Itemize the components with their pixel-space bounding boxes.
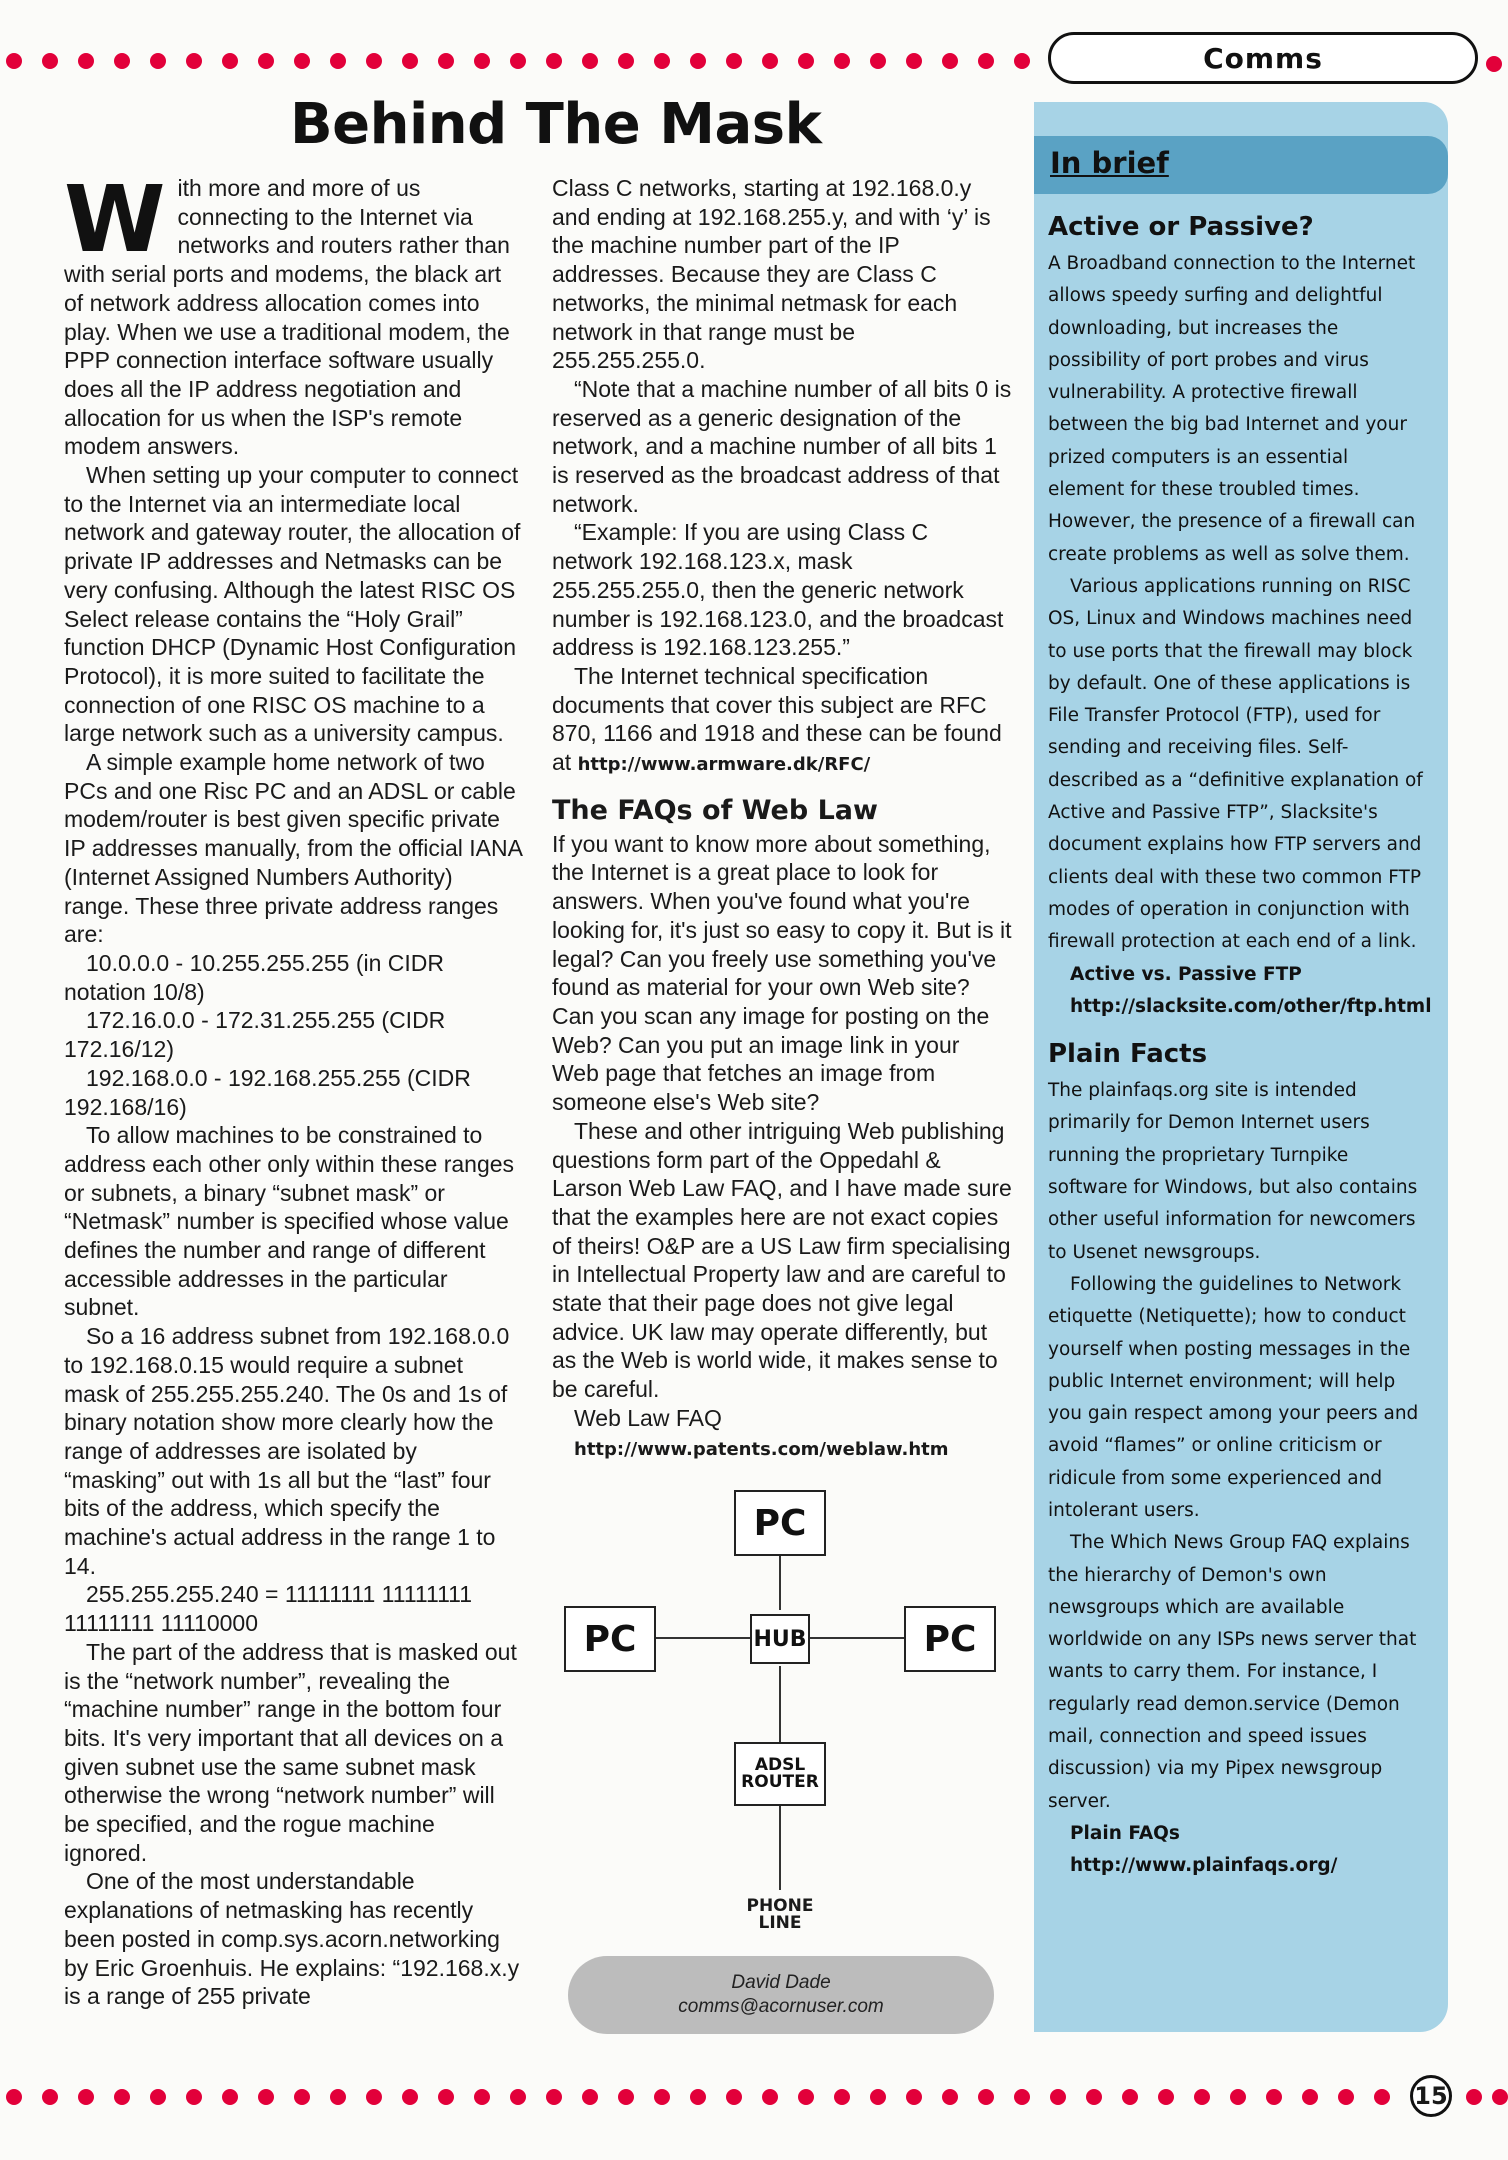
rule-dot — [1230, 2089, 1246, 2105]
sidebar-link-label: Plain FAQs — [1070, 1822, 1180, 1844]
rule-dot — [222, 2089, 238, 2105]
rule-dot — [762, 2089, 778, 2105]
rule-dot — [114, 2089, 130, 2105]
rule-dot — [6, 2089, 22, 2105]
rule-dot — [330, 2089, 346, 2105]
rule-dot — [1014, 53, 1030, 69]
rule-dot — [150, 53, 166, 69]
address-range: 172.16.0.0 - 172.31.255.255 (CIDR 172.16/12) — [64, 1007, 446, 1063]
paragraph: So a 16 address subnet from 192.168.0.0 to 192.168.0.15 would require a subnet mask of 255.255.255.240. The 0s and 1s of binary notation show more clearly how the range of addresses are isolated by “masking” out with 1s all but the “last” four bits of the address, which specify the machine's actual address in the range 1 to 14. — [64, 1323, 510, 1579]
rule-dot — [42, 2089, 58, 2105]
rule-dot — [78, 53, 94, 69]
section-heading: The FAQs of Web Law — [552, 794, 878, 826]
sidebar-content — [1048, 210, 1432, 1883]
sidebar-paragraph: A Broadband connection to the Internet allows speedy surfing and delightful downloading, but increases the possibility of port probes and virus vulnerability. A protective firewall between the big bad Internet and your prized computers is an essential element for these troubled times. However, the presence of a firewall can create problems as well as solve them. — [1048, 253, 1416, 565]
sidebar-paragraph: Following the guidelines to Network etiquette (Netiquette); how to conduct yourself when posting messages in the public Internet environment; will help you gain respect among your peers and avoid “flames” or online criticism or ridicule from some experienced and intolerant users. — [1048, 1273, 1419, 1521]
sidebar-link-label: Active vs. Passive FTP — [1070, 963, 1302, 985]
rule-dot — [798, 2089, 814, 2105]
rule-dot — [1492, 2089, 1508, 2105]
paragraph: “Note that a machine number of all bits 0 is reserved as a generic designation of the network, and a machine number of all bits 1 is reserved as the broadcast address of that network. — [552, 375, 1012, 517]
rule-dot — [222, 53, 238, 69]
rule-dot — [42, 53, 58, 69]
rule-dot — [1014, 2089, 1030, 2105]
paragraph: To allow machines to be constrained to address each other only within these ranges or subnets, a binary “subnet mask” or “Netmask” number is specified whose value defines the number and range of different accessible addresses in the particular subnet. — [64, 1122, 515, 1321]
rule-dot — [654, 53, 670, 69]
rule-dot — [942, 2089, 958, 2105]
sidebar-heading: Active or Passive? — [1048, 212, 1314, 242]
rule-dot — [294, 2089, 310, 2105]
rule-dot — [618, 2089, 634, 2105]
rule-dot — [474, 53, 490, 69]
network-diagram — [558, 1480, 1018, 1933]
pc-left-node: PC — [564, 1606, 656, 1672]
address-range: 192.168.0.0 - 192.168.255.255 (CIDR 192.168/16) — [64, 1064, 471, 1120]
paragraph: A simple example home network of two PCs and one Risc PC and an ADSL or cable modem/router is best given specific private IP addresses manually, from the official IANA (Internet Assigned Numbers Authority) range. These three private address ranges are: — [64, 749, 522, 948]
rule-dot — [438, 2089, 454, 2105]
rule-dot — [258, 2089, 274, 2105]
rule-dot — [906, 2089, 922, 2105]
rule-dot — [726, 2089, 742, 2105]
slacksite-link[interactable]: http://slacksite.com/other/ftp.html — [1070, 995, 1432, 1017]
rule-dot — [582, 2089, 598, 2105]
sidebar-paragraph: The plainfaqs.org site is intended primarily for Demon Internet users running the proprietary Turnpike software for Windows, but also contains other useful information for newcomers to Usenet newsgroups. — [1048, 1080, 1418, 1263]
rule-dot — [1486, 56, 1502, 72]
rule-dot — [942, 53, 958, 69]
rule-dot — [1266, 2089, 1282, 2105]
rule-dot — [1122, 2089, 1138, 2105]
rule-dot — [402, 53, 418, 69]
rule-dot — [330, 53, 346, 69]
rule-dot — [6, 53, 22, 69]
page-number: 15 — [1410, 2075, 1452, 2117]
weblaw-link[interactable]: http://www.patents.com/weblaw.htm — [574, 1438, 949, 1460]
rfc-link[interactable]: http://www.armware.dk/RFC/ — [577, 754, 871, 776]
rule-dot — [366, 53, 382, 69]
sidebar-heading: Plain Facts — [1048, 1039, 1208, 1070]
binary-mask: 255.255.255.240 = 11111111 11111111 11111111 11110000 — [64, 1581, 473, 1637]
rule-dot — [366, 2089, 382, 2105]
rule-dot — [870, 53, 886, 69]
plainfaqs-link[interactable]: http://www.plainfaqs.org/ — [1070, 1855, 1338, 1877]
rule-dot — [1086, 2089, 1102, 2105]
paragraph: “Example: If you are using Class C network 192.168.123.x, mask 255.255.255.0, then the generic network number is 192.168.123.0, and the broadcast address is 192.168.123.255.” — [552, 519, 1004, 661]
rule-dot — [726, 53, 742, 69]
rule-dot — [834, 2089, 850, 2105]
rule-dot — [1194, 2089, 1210, 2105]
paragraph: One of the most understandable explanations of netmasking has recently been posted in comp.sys.acorn.networking by Eric Groenhuis. He explains: “192.168.x.y is a range of 255 private — [64, 1868, 520, 2010]
rule-dot — [978, 53, 994, 69]
rule-dot — [546, 2089, 562, 2105]
bottom-dot-rule — [0, 2084, 1508, 2110]
address-range: 10.0.0.0 - 10.255.255.255 (in CIDR notation 10/8) — [64, 949, 445, 1005]
sidebar-header: In brief — [1050, 146, 1169, 180]
author-credit — [568, 1956, 994, 2034]
paragraph: Class C networks, starting at 192.168.0.y and ending at 192.168.255.y, and with ‘y’ is the machine number part of the IP addresses. Because they are Class C networks, the minimal netmask for each network in that range must be 255.255.255.0. — [552, 175, 991, 374]
pc-right-node: PC — [904, 1606, 996, 1672]
rule-dot — [78, 2089, 94, 2105]
rule-dot — [870, 2089, 886, 2105]
paragraph: When setting up your computer to connect to the Internet via an intermediate local network and gateway router, the allocation of private IP addresses and Netmasks can be very confusing. Although the latest RISC OS Select release contains the “Holy Grail” function DHCP (Dynamic Host Configuration Protocol), it is more suited to facilitate the connection of one RISC OS machine to a large network such as a university campus. — [64, 462, 521, 747]
article-column-2 — [552, 174, 1012, 1464]
rule-dot — [834, 53, 850, 69]
phone-line-label: PHONE LINE — [746, 1896, 814, 1933]
author-email[interactable]: comms@acornuser.com — [678, 1996, 884, 2017]
link-label: Web Law FAQ — [574, 1404, 722, 1431]
rule-dot — [438, 53, 454, 69]
paragraph: These and other intriguing Web publishing questions form part of the Oppedahl & Larson Web Law FAQ, and I have made sure that the examples here are not exact copies of theirs! O&P are a US Law firm specialising in Intellectual Property law and are careful to state that their page does not give legal advice. UK law may operate differently, but as the Web is world wide, it makes sense to be careful. — [552, 1117, 1012, 1403]
rule-dot — [618, 53, 634, 69]
rule-dot — [1302, 2089, 1318, 2105]
rule-dot — [762, 53, 778, 69]
rule-dot — [654, 2089, 670, 2105]
rule-dot — [690, 2089, 706, 2105]
rule-dot — [690, 53, 706, 69]
rule-dot — [186, 2089, 202, 2105]
paragraph: The Internet technical specification documents that cover this subject are RFC 870, 1166 and 1918 and these can be found at http://www.armware.dk/RFC/ — [552, 662, 1002, 776]
rule-dot — [1338, 2089, 1354, 2105]
article-column-1 — [64, 166, 524, 2011]
hub-node: HUB — [750, 1614, 810, 1664]
rule-dot — [258, 53, 274, 69]
pc-top-node: PC — [734, 1490, 826, 1556]
rule-dot — [546, 53, 562, 69]
paragraph: With more and more of us connecting to the Internet via networks and routers rather than with serial ports and modems, the black art of network address allocation comes into play. When we use a traditional modem, the PPP connection interface software usually does all the IP address negotiation and allocation for us when the ISP's remote modem answers. — [64, 166, 510, 460]
rule-dot — [906, 53, 922, 69]
rule-dot — [1050, 2089, 1066, 2105]
rule-dot — [1374, 2089, 1390, 2105]
rule-dot — [582, 53, 598, 69]
paragraph: If you want to know more about something, the Internet is a great place to look for answers. When you've found what you're looking for, it's just so easy to copy it. But is it legal? Can you freely use something you've found as material for your own Web site? Can you scan any image for posting on the Web? Can you put an image link in your Web page that fetches an image from someone else's Web site? — [552, 830, 1012, 1116]
drop-cap: W — [64, 166, 166, 273]
rule-dot — [798, 53, 814, 69]
rule-dot — [1466, 2089, 1482, 2105]
paragraph: The part of the address that is masked out is the “network number”, revealing the “machine number” range in the bottom four bits. It's very important that all devices on a given subnet use the same subnet mask otherwise the wrong “network number” will be specified, and the rogue machine ignored. — [64, 1638, 517, 1866]
section-tab: Comms — [1048, 32, 1478, 84]
sidebar-paragraph: Various applications running on RISC OS, Linux and Windows machines need to use ports that the firewall may block by default. One of these applications is File Transfer Protocol (FTP), used for sending and receiving files. Self-described as a “definitive explanation of Active and Passive FTP”, Slacksite's document explains how FTP servers and clients deal with these two common FTP modes of operation in conjunction with firewall protection at each end of a link. — [1048, 575, 1423, 953]
rule-dot — [294, 53, 310, 69]
article-title: Behind The Mask — [290, 92, 822, 157]
rule-dot — [114, 53, 130, 69]
rule-dot — [510, 53, 526, 69]
rule-dot — [978, 2089, 994, 2105]
rule-dot — [402, 2089, 418, 2105]
sidebar-paragraph: The Which News Group FAQ explains the hierarchy of Demon's own newsgroups which are available worldwide on any ISPs news server that wants to carry them. For instance, I regularly read demon.service (Demon mail, connection and speed issues discussion) via my Pipex newsgroup server. — [1048, 1532, 1417, 1812]
rule-dot — [150, 2089, 166, 2105]
adsl-router-node: ADSL ROUTER — [734, 1742, 826, 1806]
author-name: David Dade — [731, 1972, 831, 1993]
rule-dot — [474, 2089, 490, 2105]
rule-dot — [1158, 2089, 1174, 2105]
rule-dot — [510, 2089, 526, 2105]
rule-dot — [186, 53, 202, 69]
